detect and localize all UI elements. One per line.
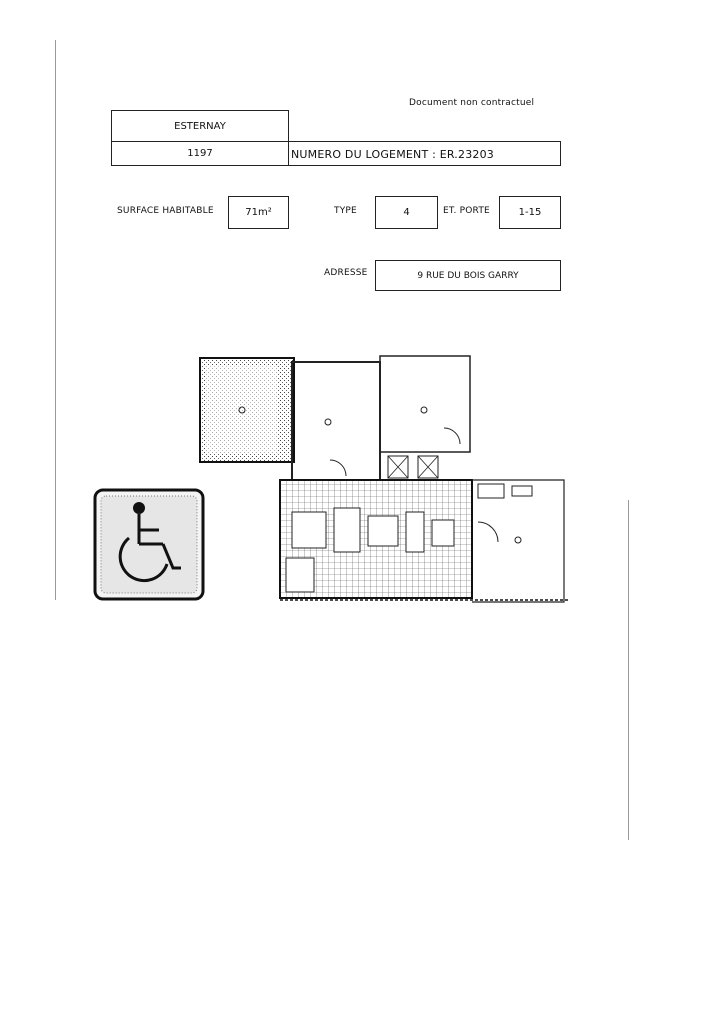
floor-door-value: 1-15 (518, 207, 542, 218)
code-cell (111, 141, 289, 166)
type-label: TYPE (334, 206, 357, 216)
type-box (375, 196, 438, 229)
surface-box (228, 196, 289, 229)
address-label: ADRESSE (324, 268, 368, 278)
floor-plan (196, 352, 572, 608)
scan-edge-right (628, 500, 629, 840)
surface-value: 71m² (245, 207, 272, 218)
floor-door-label: ET. PORTE (443, 206, 490, 216)
city-value: ESTERNAY (174, 120, 226, 132)
floor-door-box (499, 196, 561, 229)
scan-edge-left (55, 40, 56, 600)
surface-label: SURFACE HABITABLE (117, 206, 214, 216)
housing-number-text: NUMERO DU LOGEMENT : ER.23203 (291, 148, 494, 161)
code-value: 1197 (187, 148, 213, 159)
wheelchair-icon (93, 488, 205, 601)
type-value: 4 (403, 207, 410, 218)
address-value: 9 RUE DU BOIS GARRY (417, 270, 519, 281)
city-cell (111, 110, 289, 142)
address-box (375, 260, 561, 291)
housing-number-cell (288, 141, 561, 166)
disclaimer-text: Document non contractuel (409, 98, 535, 108)
